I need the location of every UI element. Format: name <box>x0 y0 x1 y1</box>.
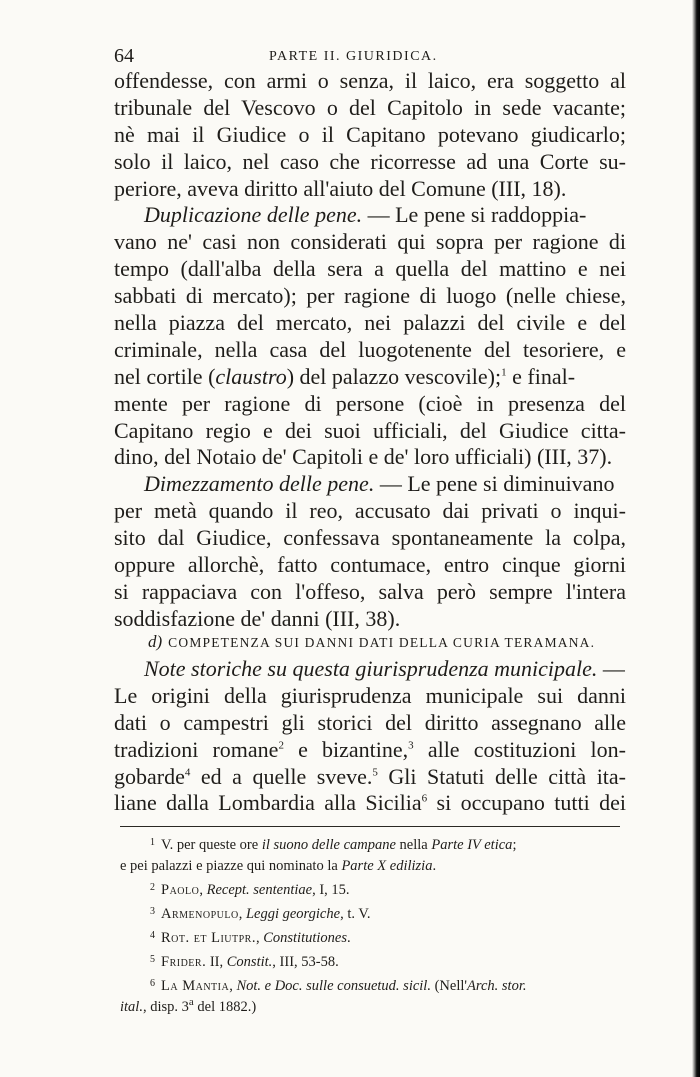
text-line: tradizioni romane$^2$ e bizantine,$^3$ alle costituzioni lon- <box>114 736 626 762</box>
paragraph-heading: Duplicazione delle pene. <box>144 202 363 228</box>
paragraph-heading-line: Duplicazione delle pene. — Le pene si raddoppia- <box>144 202 587 228</box>
footnote-6-continued: ital., disp. 3$^a$ del 1882.) <box>120 996 257 1015</box>
text-line: nè mai il Giudice o il Capitano potevano giudicarlo; <box>114 121 626 147</box>
text-line: periore, aveva diritto all'aiuto del Comune (III, 18). <box>114 175 567 201</box>
main-text-continued <box>114 656 626 817</box>
text-line: soddisfazione de' danni (III, 38). <box>114 605 401 631</box>
footnote-3: $^3$ Armenopulo, Leggi georgiche, t. V. <box>150 906 371 922</box>
text-line: nella piazza del mercato, nei palazzi del civile e del <box>114 310 626 336</box>
paragraph-heading: Note storiche su questa giurisprudenza municipale. <box>144 656 598 681</box>
text-line: tempo (dall'alba della sera a quella del mattino e nei <box>114 256 626 282</box>
page-number: 64 <box>114 45 134 67</box>
footnote-ref[interactable]: 6 <box>421 793 428 806</box>
paragraph-heading: Dimezzamento delle pene. <box>144 471 375 497</box>
subsection-label: d) <box>148 632 163 651</box>
footnote-1: $^1$ V. per queste ore il suono delle campane nella Parte IV etica; <box>150 837 517 853</box>
subsection-title: COMPETENZA SUI DANNI DATI DELLA CURIA TERAMANA. <box>168 635 596 650</box>
page-edge-shadow <box>692 0 700 1077</box>
text-line: sabbati di mercato); per ragione di luogo (nelle chiese, <box>114 283 626 309</box>
paragraph-heading-line: Note storiche su questa giurisprudenza municipale. — <box>144 656 625 681</box>
text-line: dino, del Notaio de' Capitoli e de' loro ufficiali) (III, 37). <box>114 444 613 470</box>
text-line: sito dal Giudice, confessava spontaneamente la colpa, <box>114 525 626 551</box>
text-line: liane dalla Lombardia alla Sicilia$^6$ si occupano tutti dei <box>114 790 626 816</box>
main-text <box>114 68 626 633</box>
text-line: oppure allorchè, fatto contumace, entro cinque giorni <box>114 552 626 578</box>
footnote-4: $^4$ Rot. et Liutpr., Constitutiones. <box>150 930 351 946</box>
footnote-1-continued: e pei palazzi e piazze qui nominato la Parte X edilizia. <box>120 858 437 874</box>
footnotes <box>120 832 640 1018</box>
text-line: criminale, nella casa del luogotenente del tesoriere, e <box>114 336 626 362</box>
footnote-ref[interactable]: 3 <box>408 739 414 752</box>
text-line: vano ne' casi non considerati qui sopra per ragione di <box>114 229 626 255</box>
text-line: si rappaciava con l'offeso, salva però sempre l'intera <box>114 578 626 604</box>
footnote-ref[interactable]: 4 <box>184 766 191 779</box>
footnote-divider <box>120 826 620 827</box>
text-line: tribunale del Vescovo o del Capitolo in sede vacante; <box>114 94 626 120</box>
text-line: per metà quando il reo, accusato dai privati o inqui- <box>114 498 626 524</box>
running-head: PARTE II. GIURIDICA. <box>269 49 438 64</box>
text-line: nel cortile (claustro) del palazzo vescovile);$^1$ e final- <box>114 363 576 389</box>
footnote-6: $^6$ La Mantia, Not. e Doc. sulle consuetud. sicil. (Nell'Arch. stor. <box>150 978 527 994</box>
text-line: Capitano regio e dei suoi ufficiali, del Giudice citta- <box>114 417 626 443</box>
paragraph-heading-line: Dimezzamento delle pene. — Le pene si diminuivano <box>144 471 615 497</box>
footnote-5: $^5$ Frider. II, Constit., III, 53-58. <box>150 954 339 970</box>
footnote-2: $^2$ Paolo, Recept. sententiae, I, 15. <box>150 882 350 898</box>
text-line: gobarde$^4$ ed a quelle sveve.$^5$ Gli Statuti delle città ita- <box>114 763 626 789</box>
footnote-ref[interactable]: 2 <box>278 739 284 752</box>
footnote-ref[interactable]: 5 <box>372 766 378 779</box>
text-line: solo il laico, nel caso che ricorresse ad una Corte su- <box>114 148 626 174</box>
text-line: dati o campestri gli storici del diritto assegnano alle <box>114 709 626 735</box>
text-line: Le origini della giurisprudenza municipale sui danni <box>114 682 626 708</box>
text-line: mente per ragione di persone (cioè in presenza del <box>114 390 626 416</box>
footnote-ref[interactable]: 1 <box>501 366 507 379</box>
text-line: offendesse, con armi o senza, il laico, era soggetto al <box>114 68 626 93</box>
subsection-heading <box>148 632 618 652</box>
